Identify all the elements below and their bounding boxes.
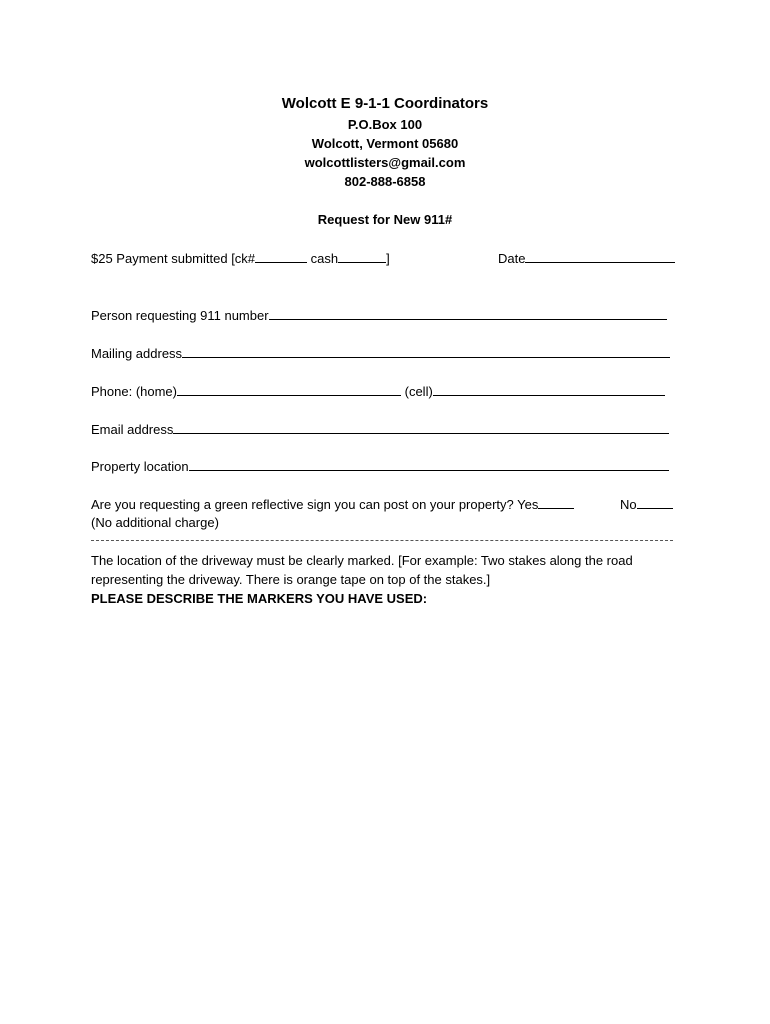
person-field[interactable] [269,306,667,320]
sign-note: (No additional charge) [91,515,219,530]
contact-email: wolcottlisters@gmail.com [304,155,466,170]
date-field[interactable] [525,249,675,263]
phone-cell-field[interactable] [433,382,665,396]
letterhead [0,93,770,191]
instructions-block [91,551,681,608]
mailing-field[interactable] [182,344,670,358]
property-label: Property location [91,459,189,474]
date-label: Date [498,251,526,266]
form-title: Request for New 911# [317,212,453,227]
person-row [91,306,667,325]
payment-label: $25 Payment submitted [ck# [91,251,256,266]
email-field[interactable] [173,420,669,434]
city-state-line: Wolcott, Vermont 05680 [311,136,459,151]
phone-home-label: Phone: (home) [91,384,177,399]
payment-row [91,249,390,268]
organization-title: Wolcott E 9-1-1 Coordinators [281,95,489,112]
sign-question-row [91,495,574,514]
sign-no-group [620,495,673,514]
mailing-label: Mailing address [91,346,183,361]
phone-cell-label: (cell) [404,384,433,399]
date-row [498,249,675,268]
payment-close-bracket: ] [386,251,390,266]
sign-yes-field[interactable] [538,495,574,509]
email-row [91,420,669,439]
phone-home-field[interactable] [177,382,401,396]
po-box-line: P.O.Box 100 [347,117,423,132]
check-number-field[interactable] [255,249,307,263]
dashed-divider [91,540,673,541]
property-field[interactable] [189,457,669,471]
phone-row [91,382,665,401]
markers-prompt: PLEASE DESCRIBE THE MARKERS YOU HAVE USED: [91,591,428,606]
sign-no-label: No [620,497,637,512]
sign-no-field[interactable] [637,495,673,509]
mailing-row [91,344,670,363]
cash-label: cash [310,251,339,266]
instructions-text: The location of the driveway must be clearly marked. [For example: Two stakes along the road representing the driveway. There is orange tape on top of the stakes.] [91,553,633,587]
contact-phone: 802-888-6858 [344,174,426,189]
person-label: Person requesting 911 number [91,308,269,323]
cash-field[interactable] [338,249,386,263]
sign-question-label: Are you requesting a green reflective sign you can post on your property? Yes [91,497,539,512]
email-label: Email address [91,422,174,437]
property-row [91,457,669,476]
